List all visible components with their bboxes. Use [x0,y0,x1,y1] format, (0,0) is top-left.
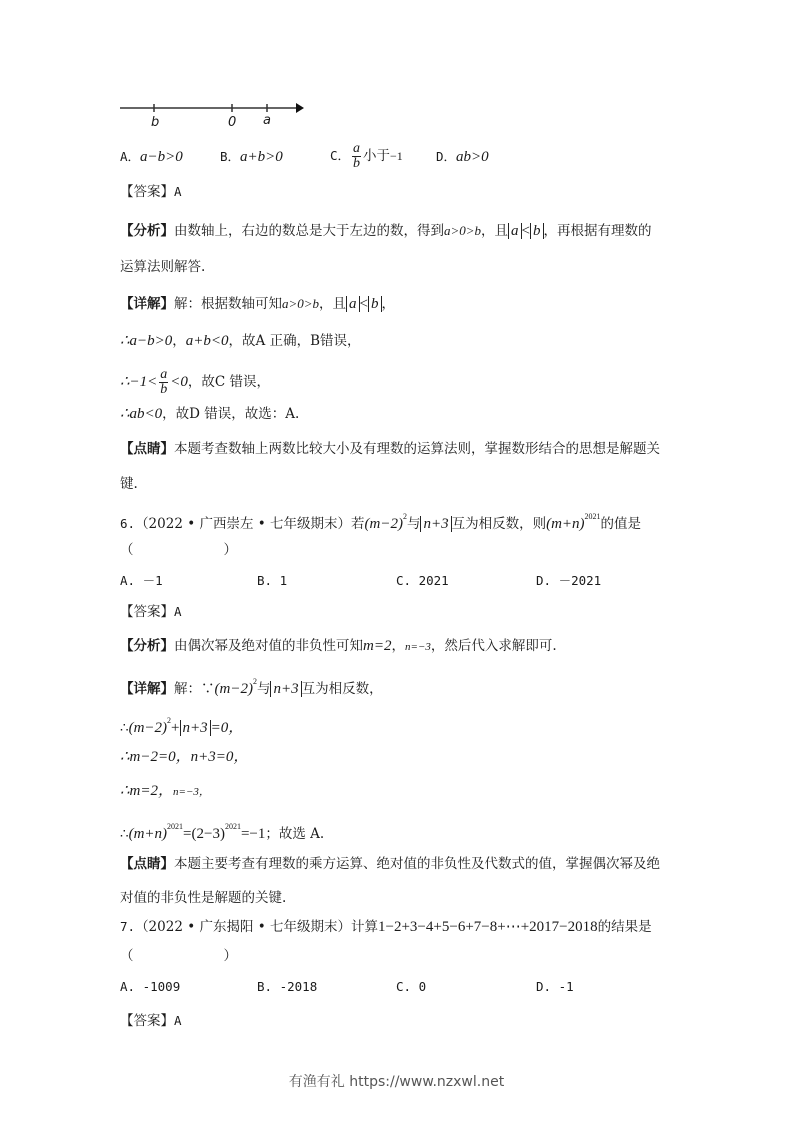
q6-stem: 6.（2022 • 广西崇左 • 七年级期末）若$(m-2)^2$与 n+3 互为相反数，则$(m+n)^{2021}$的值是 [120,512,642,532]
number-line-label-b: b [151,115,160,130]
q6-analysis: 【分析】由偶次幂及绝对值的非负性可知m=2，n=−3，然后代入求解即可. [120,638,557,654]
q6-option-d: D. －2021 [536,573,602,588]
q6-step-4: $\therefore(m+n)^{2021}=(2-3)^{2021}=-1$；故选 A. [120,822,325,842]
q5-comment-cont: 键. [120,476,138,492]
q7-option-b: B. -2018 [257,979,318,994]
q7-blank: （ ） [120,948,237,964]
q5-analysis: 【分析】由数轴上，右边的数总是大于左边的数，得到a>0>b，且 a < b ，再根据有理数的 [120,223,652,239]
q5-step-1: ∴a−b>0，a+b<0，故A 正确，B错误， [120,333,361,349]
q6-step-2: ∴m−2=0，n+3=0， [120,749,249,765]
q6-answer: 【答案】A [120,604,182,620]
q6-step-1: $\therefore(m-2)^2+ n+3 =0$， [120,716,244,736]
q7-option-d: D. -1 [536,979,574,994]
q6-option-a: A. －1 [120,573,163,588]
q7-answer: 【答案】A [120,1013,182,1029]
q5-step-3: ∴ab<0，故D 错误，故选：A. [120,406,300,422]
number-line-label-a: a [263,113,271,128]
q7-stem: 7.（2022 • 广东揭阳 • 七年级期末）计算1−2+3−4+5−6+7−8+⋯+2017−2018的结果是 [120,919,652,935]
q5-option-d: D．ab>0 [436,149,489,165]
number-line-icon [118,96,308,136]
q5-step-2: ∴−1< $\frac{a}{b}$ <0，故C 错误， [120,367,271,397]
q6-comment: 【点睛】本题主要考查有理数的乘方运算、绝对值的非负性及代数式的值，掌握偶次幂及绝 [120,856,660,872]
fraction: $\frac{a}{b}$ [160,367,168,397]
q6-step-3: ∴m=2，n=−3， [120,783,210,799]
q5-option-a: A．a−b>0 [120,149,183,165]
q5-comment: 【点睛】本题考查数轴上两数比较大小及有理数的运算法则，掌握数形结合的思想是解题关 [120,441,660,457]
number-line-label-0: 0 [228,115,237,130]
q5-analysis-cont: 运算法则解答. [120,259,206,275]
q7-option-a: A. -1009 [120,979,181,994]
q5-detail: 【详解】解：根据数轴可知a>0>b，且 a < b ， [120,296,396,312]
q5-option-c: C． $\frac{a}{b}$ 小于−1 [330,141,403,171]
q6-detail: 【详解】解：$\because(m-2)^2$与 n+3 互为相反数， [120,677,383,697]
number-line-figure [118,96,308,136]
q7-option-c: C. 0 [396,979,427,994]
q5-option-b: B．a+b>0 [220,149,283,165]
footer-watermark: 有渔有礼 https://www.nzxwl.net [288,1074,505,1090]
q6-blank: （ ） [120,542,237,558]
q6-comment-cont: 对值的非负性是解题的关键. [120,890,287,906]
q6-option-b: B. 1 [257,573,288,588]
q6-option-c: C. 2021 [396,573,449,588]
fraction: $\frac{a}{b}$ [353,141,361,171]
q5-answer: 【答案】A [120,184,182,200]
